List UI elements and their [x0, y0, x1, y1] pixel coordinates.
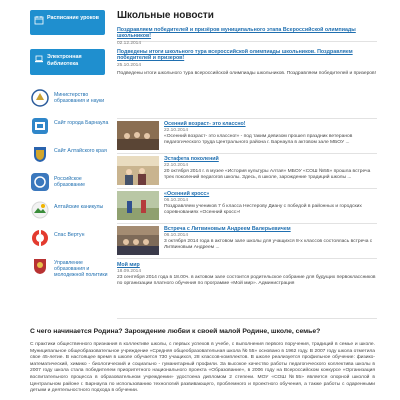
- news-title-link[interactable]: Эстафета поколений: [164, 156, 219, 162]
- news-summary: «Осенний возраст- это классно!» - под таким девизом прошел праздник ветеранов педагогического труда Центрального района г. Барнаула в актовом зале МБОУ ...: [164, 134, 353, 146]
- news-date: 22.10.2014: [164, 128, 189, 134]
- news-title-link[interactable]: Осенний возраст- это классно!: [164, 121, 246, 127]
- news-item: [117, 24, 377, 46]
- sidebar-link-label: Сайт Алтайского края: [54, 148, 107, 154]
- article-title: С чего начинается Родина? Зарождение любви к своей малой Родине, школе, семье?: [30, 328, 321, 335]
- news-title-link[interactable]: Встреча с Литвиновым Андреем Валерьевичем: [164, 226, 291, 232]
- news-item: [117, 259, 377, 293]
- schedule-tile-label: Расписание уроков: [47, 15, 99, 21]
- photo-runners-icon[interactable]: [117, 191, 159, 220]
- news-item: [117, 119, 377, 154]
- schedule-tile[interactable]: [30, 10, 105, 35]
- school-article: [30, 328, 375, 395]
- sidebar-link-altai[interactable]: [30, 144, 110, 166]
- news-summary: 20 октября 2014 г. в музее «История культуры Алтая» МБОУ «СОШ №55» прошла встреча трех поколений педагогов школы. Здесь, в школе, зарождение традиций школы ...: [164, 169, 371, 181]
- news-summary: 23 сентября 2014 года в 18.00ч. в актовом зале состоится родительское собрание для будущих первоклассников по организации платного обучения по программе «Мой мир». Администрация: [117, 275, 376, 287]
- sidebar-link-altai-holidays[interactable]: [30, 200, 110, 222]
- sidebar-link-russian-education[interactable]: [30, 172, 110, 194]
- sidebar-link-label: Алтайские каникулы: [54, 204, 104, 210]
- news-date: 22.10.2014: [164, 163, 189, 169]
- calendar-icon: [34, 15, 44, 25]
- sidebar-link-spas-vertun[interactable]: [30, 228, 110, 250]
- sidebar-link-label: Сайт города Барнаула: [54, 120, 109, 126]
- sidebar-link-label: Российское образование: [54, 176, 86, 188]
- divider: [117, 318, 377, 319]
- news-title-link[interactable]: Поздравляем победителей и призёров муниципального этапа Всероссийской олимпиады школьников!: [117, 27, 356, 40]
- altai-emblem-icon: [30, 144, 50, 164]
- sidebar-link-education-department[interactable]: [30, 256, 110, 278]
- photo-hall-icon[interactable]: [117, 121, 159, 150]
- news-date: 02.12.2014: [117, 40, 142, 46]
- news-summary: 3 октября 2014 года в актовом зале школы для учащихся 8-х классов состоялась встреча с Литвиновым Андреем ...: [164, 239, 373, 251]
- photo-meeting-icon[interactable]: [117, 226, 159, 255]
- news-title-link[interactable]: Подведены итоги школьного тура всероссийской олимпиады школьников. Поздравляем победителей и призеров!: [117, 49, 353, 62]
- news-item: [117, 189, 377, 224]
- library-tile[interactable]: [30, 49, 105, 75]
- sidebar-link-label: Спас Вертун: [54, 232, 85, 238]
- barnaul-logo-icon: [30, 116, 50, 136]
- russian-education-logo-icon: [30, 172, 50, 192]
- photo-museum-icon[interactable]: [117, 156, 159, 185]
- news-date: 25.10.2014: [117, 62, 142, 68]
- news-section: [117, 10, 377, 293]
- sidebar-link-label: Министерство образования и науки: [54, 92, 105, 104]
- news-date: 06.10.2014: [164, 198, 189, 204]
- ministry-emblem-icon: [30, 88, 50, 108]
- education-department-emblem-icon: [30, 256, 50, 276]
- laptop-icon: [34, 54, 44, 64]
- library-tile-label: Электронная библиотека: [47, 54, 82, 67]
- news-title-link[interactable]: Мой мир: [117, 262, 140, 268]
- sidebar-link-ministry[interactable]: [30, 88, 110, 110]
- sidebar: [30, 10, 110, 284]
- page-title: Школьные новости: [117, 10, 214, 21]
- news-date: 06.10.2014: [164, 233, 189, 239]
- news-summary: Подведены итоги школьного тура всероссийской олимпиады школьников. Поздравляем победителей и призеров!: [117, 70, 376, 76]
- news-item: [117, 45, 377, 119]
- news-date: 18.09.2014: [117, 269, 142, 275]
- lifebuoy-icon: [30, 228, 50, 248]
- sidebar-link-label: Управление образования и молодежной политики: [54, 260, 108, 278]
- article-text: С практики общественного признания в коллективе школы, с первых успехов в учебе, с выполнения первого поручения, традиций в семье и школе. Муниципальное общеобразовательное учреждение «Средняя общеобразовательная школа № 55» основано в 1962 году. В 2007 году школа отметила свое 45-летие. В настоящее время в школе обучается 730 учащихся, 28 классов-комплектов. В школе реализуется профильное обучение: физико-математический, химико - биологический и социально - гуманитарный профили. За высокое качество работы педагогического коллектива школы в 2007 году школа стала победителем приоритетного национального проекта «Образование», в 2006 году на Всероссийском конкурсе «Организация воспитательного процесса в образовательном учреждении» удостоена дипломом 2 степени. МОУ «СОШ №55» является опорной школой в Центральном районе г. Барнаула по использованию технологий развивающего, проблемного и проектного обучения, а также работы с одаренными детьми и деятельностного подхода в обучении.: [30, 342, 375, 394]
- news-title-link[interactable]: «Осенний кросс»: [164, 191, 210, 197]
- news-item: [117, 224, 377, 259]
- altai-holidays-logo-icon: [30, 200, 50, 220]
- sidebar-link-barnaul[interactable]: [30, 116, 110, 138]
- news-summary: Поздравляем учеников 7 б класса Нестерову Диану с победой в районных и городских соревнованиях «Осенний кросс»!: [164, 204, 362, 216]
- news-item: [117, 154, 377, 189]
